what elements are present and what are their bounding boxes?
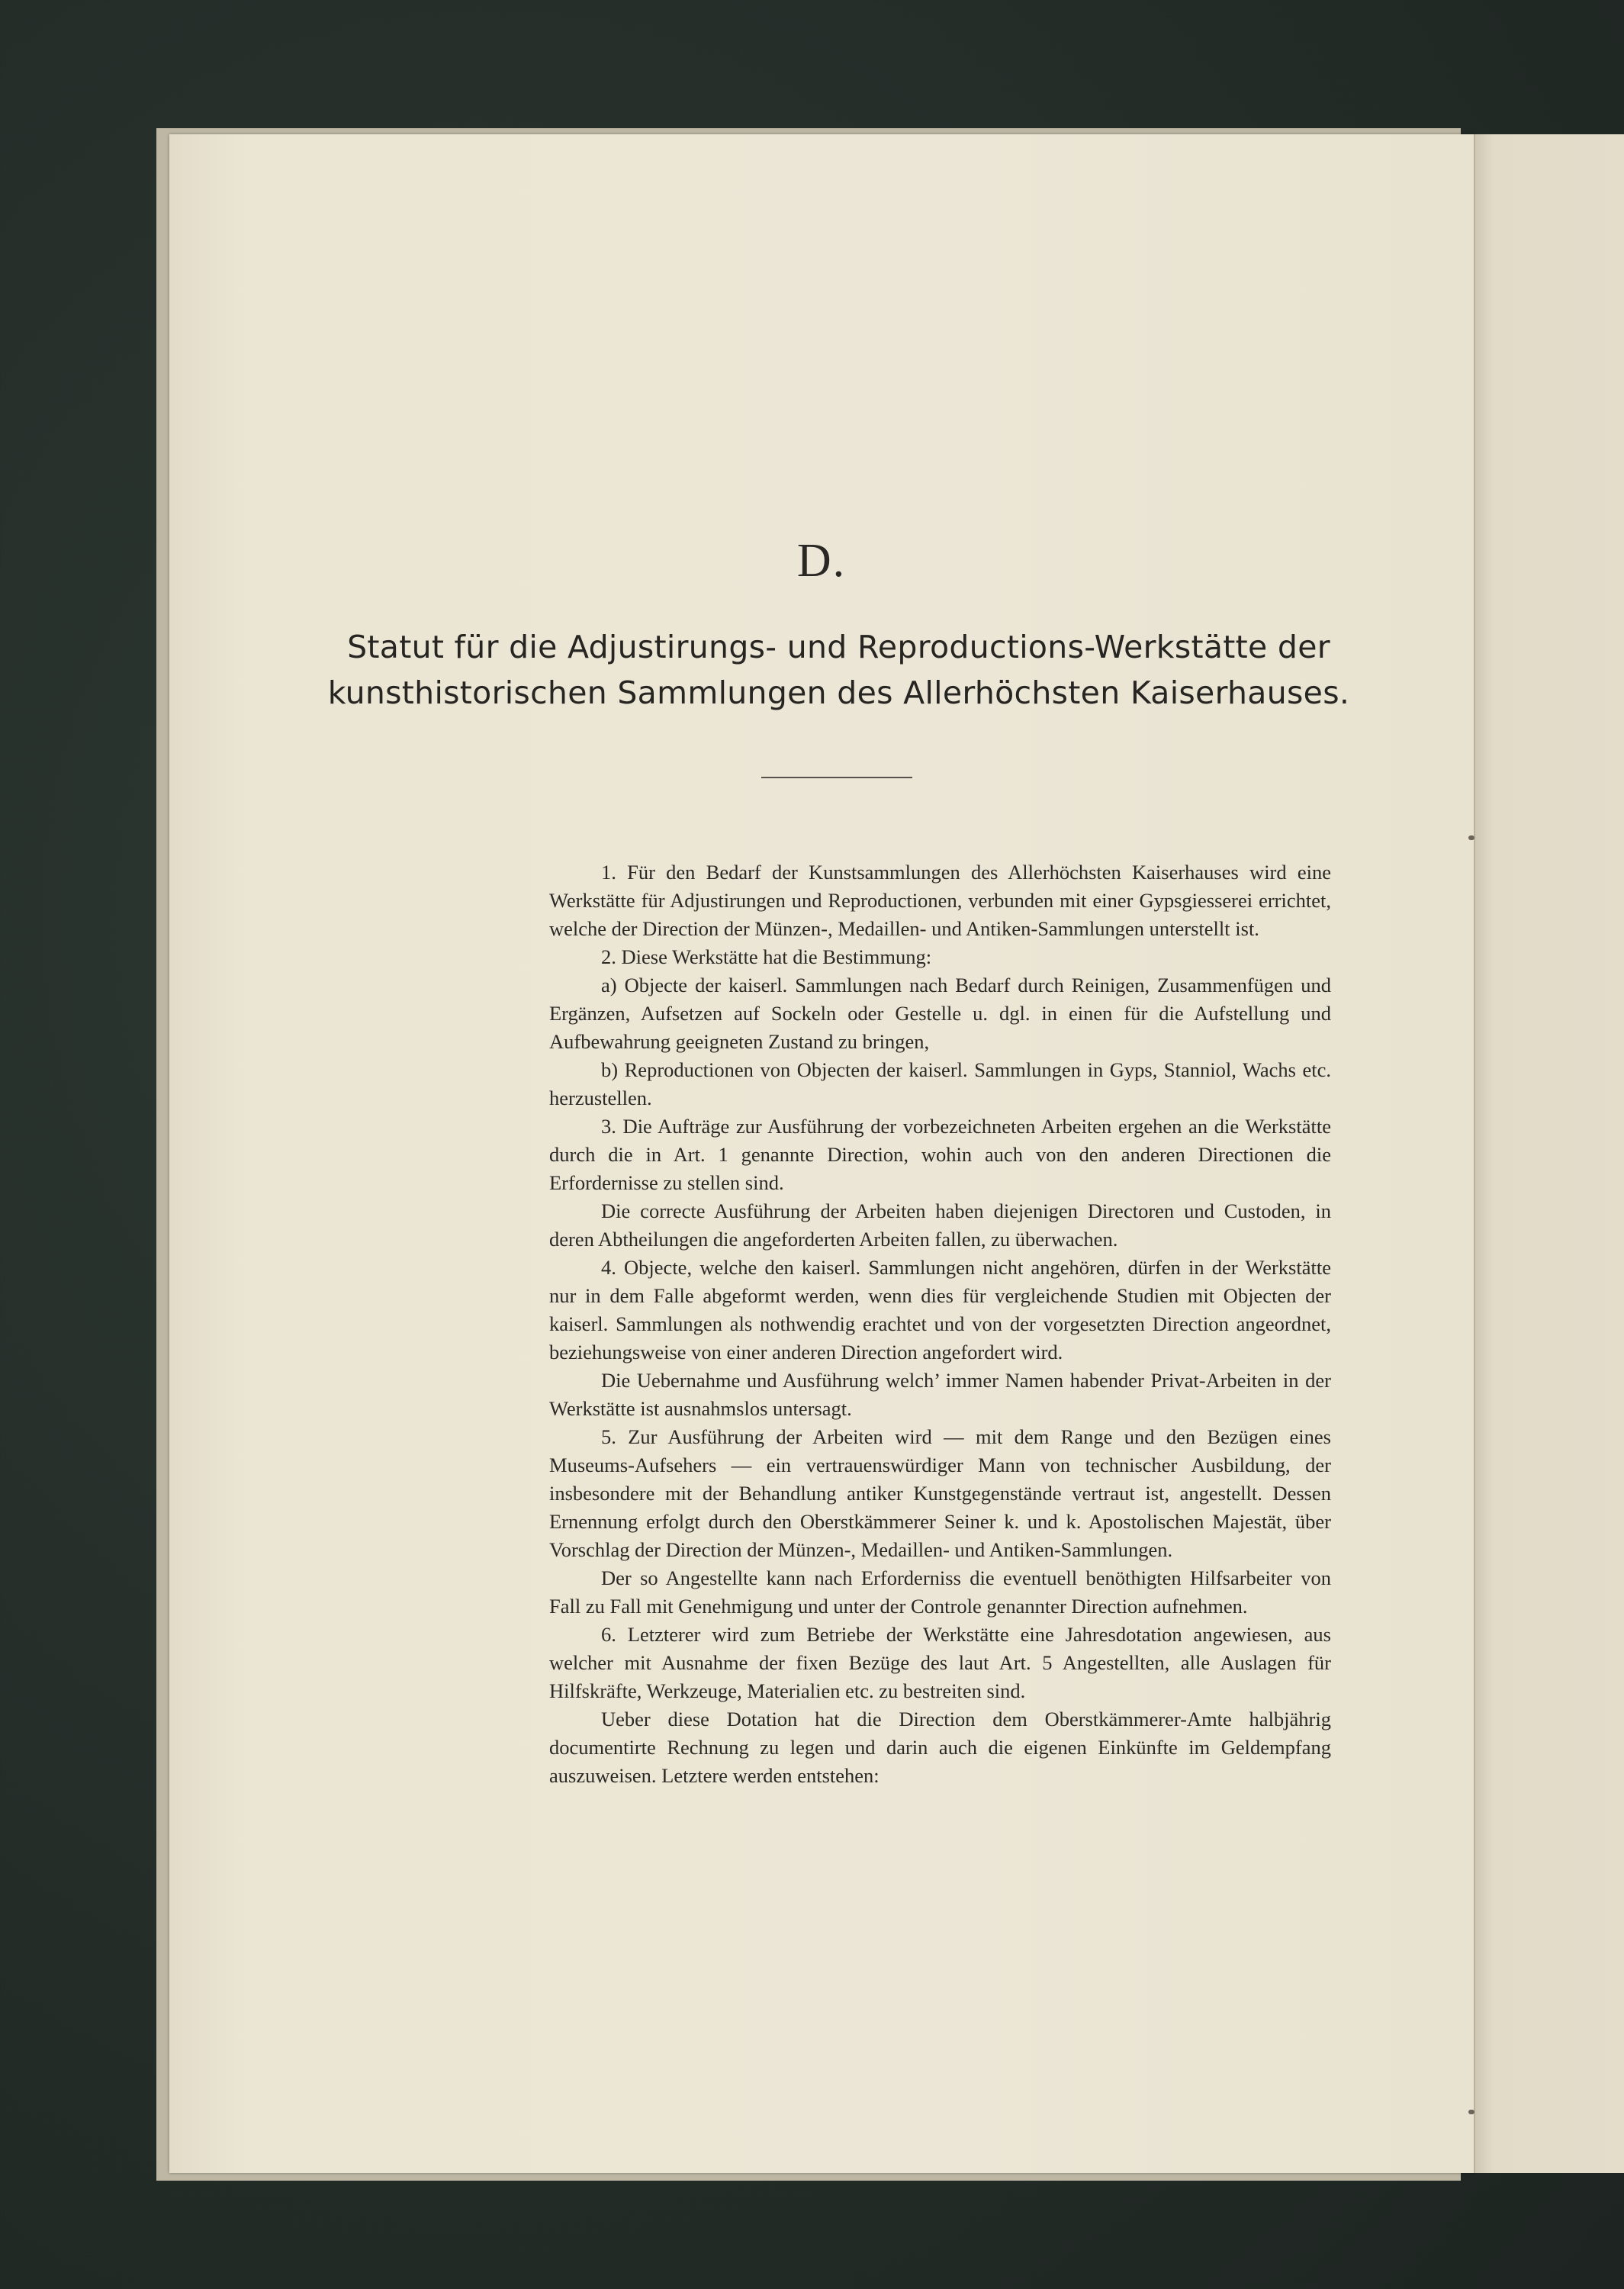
title-line-1: Statut für die Adjustirungs- und Reproductions-Werkstätte der: [347, 629, 1330, 665]
paragraph-article-2a: a) Objecte der kaiserl. Sammlungen nach Bedarf durch Reinigen, Zusammenfügen und Ergänzen, Aufsetzen auf Sockeln oder Gestelle u. dgl. in einen für die Aufstellung und Aufbewahrung geeigneten Zustand zu bringen,: [549, 974, 1331, 1053]
statute-body: [549, 858, 1331, 1790]
paragraph-article-4-cont: Die Uebernahme und Ausführung welch’ immer Namen habender Privat-Arbeiten in der Werkstätte ist ausnahmslos untersagt.: [549, 1369, 1331, 1420]
title-line-2: kunsthistorischen Sammlungen des Allerhöchsten Kaiserhauses.: [327, 674, 1350, 711]
section-letter: D.: [796, 535, 847, 587]
paragraph-article-2: 2. Diese Werkstätte hat die Bestimmung:: [601, 945, 932, 968]
paragraph-article-6: 6. Letzterer wird zum Betriebe der Werkstätte eine Jahresdotation angewiesen, aus welcher mit Ausnahme der fixen Bezüge des laut Art. 5 Angestellten, alle Auslagen für Hilfskräfte, Werkzeuge, Materialien etc. zu bestreiten sind.: [549, 1623, 1331, 1702]
paragraph-article-3-cont: Die correcte Ausführung der Arbeiten haben diejenigen Directoren und Custoden, in deren Abtheilungen die angeforderten Arbeiten fallen, zu überwachen.: [549, 1199, 1331, 1251]
facing-page-edge: [1474, 134, 1624, 2173]
paragraph-article-5-cont: Der so Angestellte kann nach Erforderniss die eventuell benöthigten Hilfsarbeiter von Fall zu Fall mit Genehmigung und unter der Controle genannter Direction aufnehmen.: [549, 1566, 1331, 1618]
document-title: [169, 624, 1508, 716]
paper-speck: [1468, 2110, 1474, 2114]
paragraph-article-6-cont: Ueber diese Dotation hat die Direction dem Oberstkämmerer-Amte halbjährig documentirte Rechnung zu legen und darin auch die eigenen Einkünfte im Geldempfang auszuweisen. Letztere werden entstehen:: [549, 1708, 1331, 1787]
paragraph-article-1: 1. Für den Bedarf der Kunstsammlungen des Allerhöchsten Kaiserhauses wird eine Werkstätte für Adjustirungen und Reproductionen, verbunden mit einer Gypsgiesserei errichtet, welche der Direction der Münzen-, Medaillen- und Antiken-Sammlungen unterstellt ist.: [549, 861, 1331, 940]
paragraph-article-5: 5. Zur Ausführung der Arbeiten wird — mit dem Range und den Bezügen eines Museums-Aufsehers — ein vertrauenswürdiger Mann von technischer Ausbildung, der insbesondere mit der Behandlung antiker Kunstgegenstände vertraut ist, angestellt. Dessen Ernennung erfolgt durch den Oberstkämmerer Seiner k. und k. Apostolischen Majestät, über Vorschlag der Direction der Münzen-, Medaillen- und Antiken-Sammlungen.: [549, 1425, 1331, 1561]
divider-rule: [761, 777, 912, 778]
paper-speck: [1468, 835, 1474, 840]
paragraph-article-2b: b) Reproductionen von Objecten der kaiserl. Sammlungen in Gyps, Stanniol, Wachs etc. herzustellen.: [549, 1058, 1331, 1109]
paragraph-article-3: 3. Die Aufträge zur Ausführung der vorbezeichneten Arbeiten ergehen an die Werkstätte durch die in Art. 1 genannte Direction, wohin auch von den anderen Directionen die Erfordernisse zu stellen sind.: [549, 1115, 1331, 1194]
paragraph-article-4: 4. Objecte, welche den kaiserl. Sammlungen nicht angehören, dürfen in der Werkstätte nur in dem Falle abgeformt werden, wenn dies für vergleichende Studien mit Objecten der kaiserl. Sammlungen als nothwendig erachtet und von der vorgesetzten Direction angeordnet, beziehungsweise von einer anderen Direction angefordert wird.: [549, 1256, 1331, 1363]
